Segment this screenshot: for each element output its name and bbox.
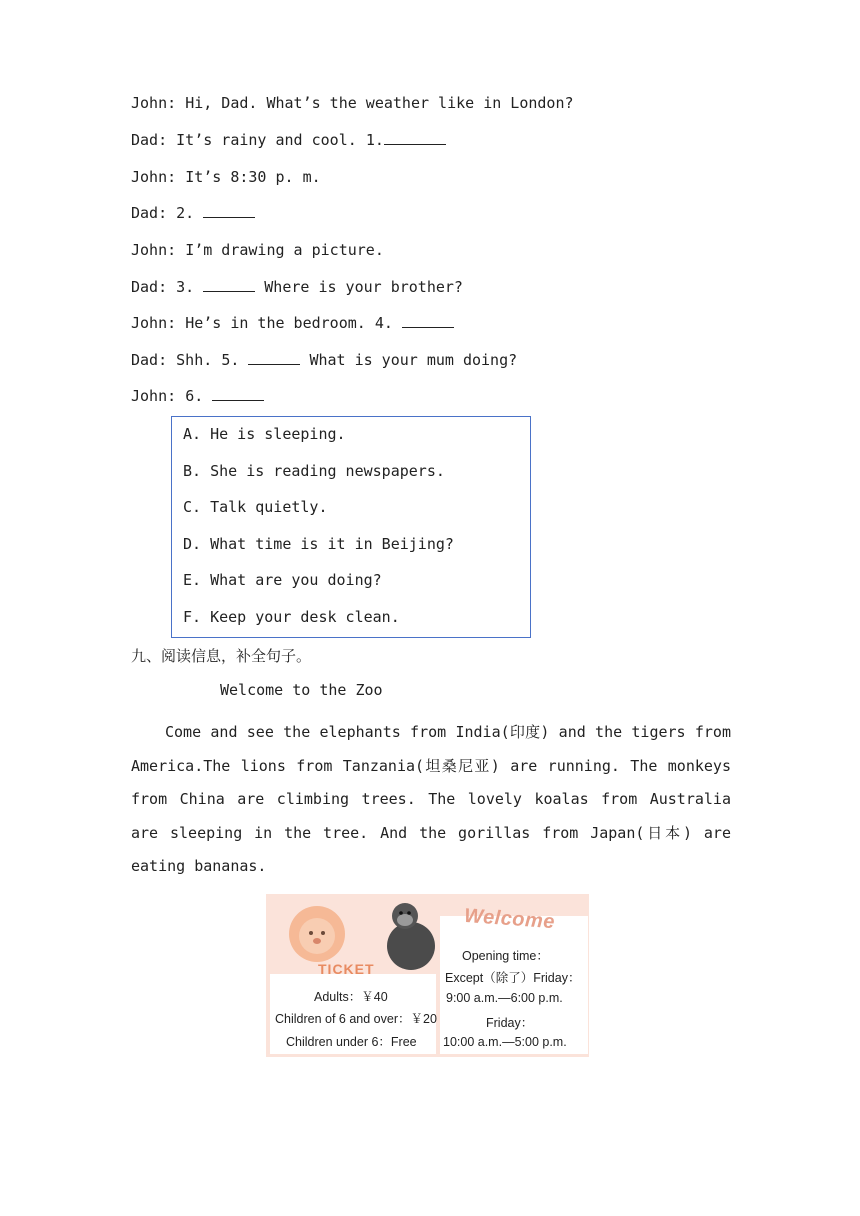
option-c: C. Talk quietly. [183, 498, 328, 516]
welcome-heading: Welcome [463, 904, 556, 934]
option-b: B. She is reading newspapers. [183, 462, 445, 480]
line-text: I’m drawing a picture. [185, 241, 384, 259]
dialogue-line [131, 313, 454, 333]
dialogue-line [131, 350, 517, 370]
speaker: Dad: [131, 351, 168, 369]
option-e: E. What are you doing? [183, 571, 382, 589]
hours-line: Opening time： [462, 949, 549, 963]
price-line: Children under 6：Free [286, 1035, 417, 1049]
blank-number: 5. [221, 351, 240, 369]
line-text: He’s in the bedroom. [185, 314, 366, 332]
speaker: John: [131, 241, 177, 259]
blank-number: 4. [374, 314, 393, 332]
answer-blank[interactable] [248, 350, 300, 365]
line-text: What is your mum doing? [309, 351, 518, 369]
line-text: It’s 8:30 p. m. [185, 168, 321, 186]
ticket-hours-panel [440, 916, 588, 1054]
speaker: Dad: [131, 131, 168, 149]
blank-number: 2. [176, 204, 195, 222]
section-heading: 九、阅读信息，补全句子。 [131, 647, 312, 665]
dialogue-line [131, 130, 446, 150]
dialogue-line [131, 167, 321, 187]
price-line: Children of 6 and over：￥20 [275, 1012, 437, 1026]
speaker: John: [131, 94, 177, 112]
options-box [171, 416, 531, 638]
option-a: A. He is sleeping. [183, 425, 346, 443]
lion-icon [284, 904, 354, 966]
answer-blank[interactable] [203, 203, 255, 218]
ticket-price-panel [270, 974, 436, 1054]
speaker: John: [131, 314, 177, 332]
line-text: Hi, Dad. What’s the weather like in London? [185, 94, 574, 112]
passage-title: Welcome to the Zoo [220, 681, 383, 699]
answer-blank[interactable] [402, 313, 454, 328]
line-text: Shh. [176, 351, 213, 369]
dialogue-line [131, 203, 255, 223]
dialogue-line [131, 240, 384, 260]
dialogue-line [131, 93, 574, 113]
option-f: F. Keep your desk clean. [183, 608, 400, 626]
answer-blank[interactable] [203, 277, 255, 292]
zoo-ticket-image [266, 894, 589, 1057]
hours-line: 10:00 a.m.—5:00 p.m. [443, 1035, 567, 1049]
hours-line: Friday： [486, 1016, 534, 1030]
passage-text [131, 716, 731, 884]
gorilla-icon [383, 900, 441, 970]
option-d: D. What time is it in Beijing? [183, 535, 454, 553]
hours-line: Except（除了）Friday： [445, 971, 581, 985]
dialogue-line [131, 277, 463, 297]
blank-number: 3. [176, 278, 195, 296]
line-text: It’s rainy and cool. [176, 131, 357, 149]
answer-blank[interactable] [212, 386, 264, 401]
speaker: John: [131, 168, 177, 186]
passage-body: Come and see the elephants from India(印度) and the tigers from America.The lions from Tanzania(坦桑尼亚) are running. The monkeys from China are climbing trees. The lovely koalas from Australia are sleeping in the tree. And the gorillas from Japan(日本) are eating bananas. [131, 723, 731, 876]
ticket-heading: TICKET [318, 961, 375, 977]
blank-number: 1. [365, 131, 384, 149]
speaker: Dad: [131, 278, 168, 296]
price-line: Adults：￥40 [314, 990, 388, 1004]
blank-number: 6. [185, 387, 204, 405]
speaker: Dad: [131, 204, 168, 222]
line-text: Where is your brother? [264, 278, 463, 296]
hours-line: 9:00 a.m.—6:00 p.m. [446, 991, 563, 1005]
dialogue-line [131, 386, 264, 406]
answer-blank[interactable] [384, 130, 446, 145]
speaker: John: [131, 387, 177, 405]
